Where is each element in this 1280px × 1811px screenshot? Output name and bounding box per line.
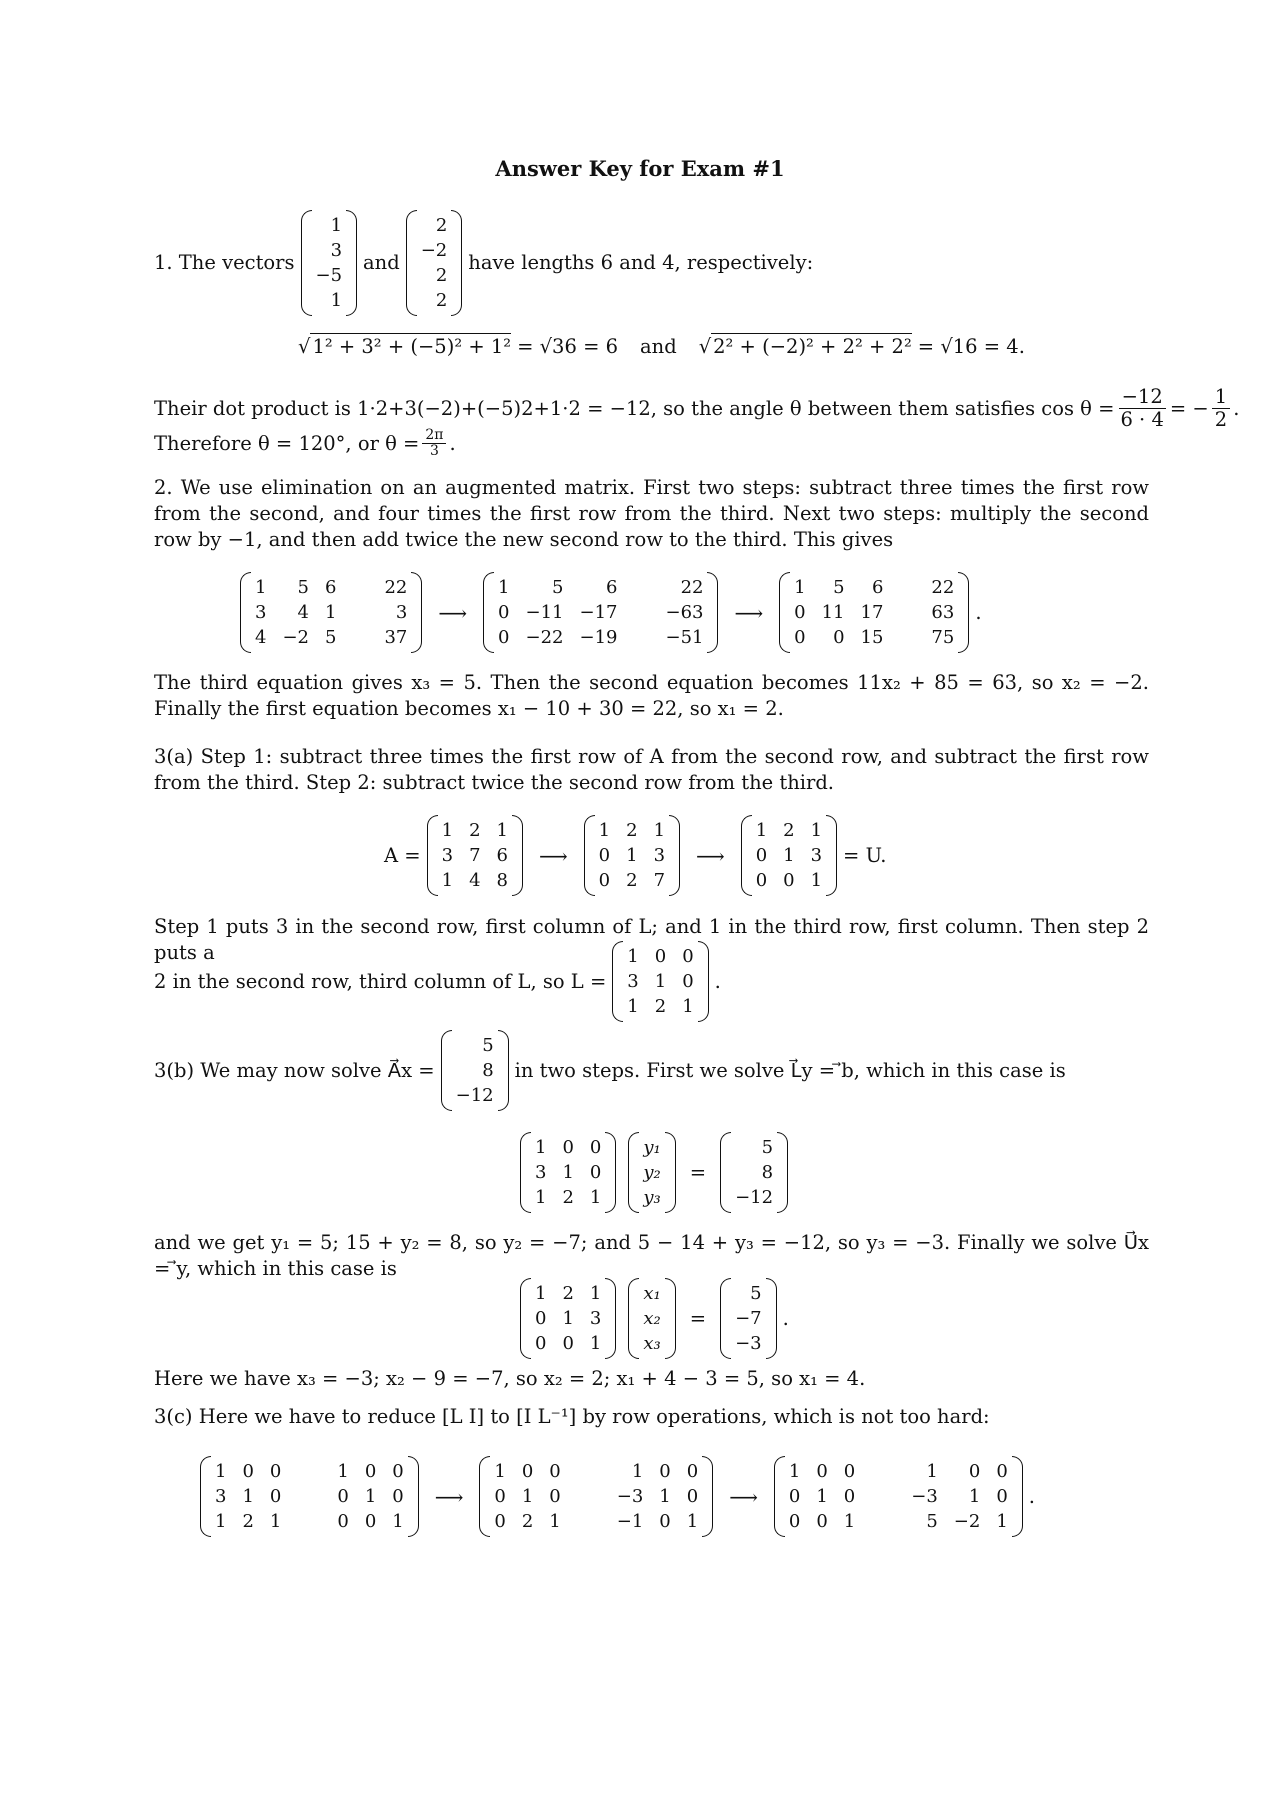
- matrix-entry: 2: [562, 1187, 574, 1208]
- cos-fraction: $\frac{-12}{6 \cdot 4}$: [1120, 385, 1164, 431]
- matrix-entry: 1: [794, 577, 806, 598]
- matrix-cells: [251, 572, 340, 653]
- matrix-entry: 5: [297, 577, 309, 598]
- matrix-entry: 1: [441, 820, 454, 841]
- matrix-entry: 1: [494, 1461, 506, 1482]
- matrix-entry: 2: [521, 1511, 534, 1532]
- matrix-entry: 1: [589, 1333, 602, 1354]
- problem-2-text: 2. We use elimination on an augmented matrix. First two steps: subtract three times the first row from the second, and four times the first row from the third. Next two steps: multiply the second row by −1, and then add twice the new second row to the third. This gives: [154, 476, 1149, 551]
- matrix-entry: 1: [330, 215, 343, 236]
- matrix-cells: [752, 815, 826, 896]
- matrix-entry: 8: [482, 1060, 494, 1081]
- matrix-entry: 1: [521, 1486, 534, 1507]
- matrix-entry: −7: [735, 1308, 762, 1329]
- problem-1-vectors-line: [154, 210, 813, 316]
- matrix-entry: 1: [627, 996, 639, 1017]
- l-matrix-text: 2 in the second row, third column of L, so L =: [154, 969, 607, 993]
- matrix-cells: [731, 1132, 777, 1213]
- matrix-entry: 0: [794, 627, 806, 648]
- matrix-entry: 5: [482, 1035, 494, 1056]
- matrix-entry: 2: [783, 820, 795, 841]
- matrix-entry: 0: [833, 627, 845, 648]
- matrix-entry: 0: [589, 1137, 602, 1158]
- sqrt-expression-2: 2² + (−2)² + 2² + 2²: [713, 335, 912, 358]
- matrix-entry: x₁: [643, 1283, 661, 1304]
- problem-3b-intro: 3(b) We may now solve A⃗x =: [154, 1058, 435, 1082]
- matrix-entry: 0: [535, 1308, 547, 1329]
- matrix-a: [427, 815, 523, 896]
- matrix-entry: 1: [627, 946, 639, 967]
- matrix-entry: 6: [606, 577, 618, 598]
- matrix-entry: 8: [496, 870, 508, 891]
- ux-equals-y: 1 2 1 0 1 3 0 0 1 x₁ x₂ x₃ = 5 −7 −3 .: [514, 1278, 789, 1359]
- matrix-cells: [417, 210, 452, 316]
- vector-rhs-2: [720, 1278, 777, 1359]
- matrix-entry: −2: [282, 627, 309, 648]
- matrix-entry: 3: [627, 971, 639, 992]
- and-word: and: [363, 251, 400, 274]
- matrix-cells: [333, 1456, 407, 1537]
- matrix-entry: −63: [665, 602, 704, 623]
- matrix-entry: 2: [654, 996, 667, 1017]
- matrix-entry: 0: [392, 1486, 404, 1507]
- matrix-cells: [494, 572, 621, 653]
- matrix-entry: 1: [535, 1137, 547, 1158]
- matrix-entry: 1: [589, 1187, 602, 1208]
- matrix-entry: x₃: [643, 1333, 661, 1354]
- ly-equals-b: 1 0 0 3 1 0 1 2 1 y₁ y₂ y₃ = 5 8 −12: [514, 1132, 794, 1213]
- matrix-entry: 0: [654, 946, 667, 967]
- matrix-entry: −1: [616, 1511, 644, 1532]
- matrix-entry: 1: [626, 845, 638, 866]
- matrix-entry: 6: [871, 577, 884, 598]
- step-explanation: Step 1 puts 3 in the second row, first column of L; and 1 in the third row, first column. Then step 2 puts a: [154, 915, 1149, 964]
- matrix-entry: 0: [783, 870, 795, 891]
- matrix-entry: 22: [931, 577, 955, 598]
- matrix-cells: [613, 1456, 702, 1537]
- matrix-entry: 4: [469, 870, 481, 891]
- matrix-entry: 7: [653, 870, 666, 891]
- matrix-cells: [380, 572, 411, 653]
- matrix-entry: −3: [616, 1486, 644, 1507]
- matrix-entry: 2: [242, 1511, 254, 1532]
- matrix-entry: 0: [755, 845, 768, 866]
- matrix-entry: 1: [810, 870, 823, 891]
- matrix-entry: 0: [968, 1461, 981, 1482]
- matrix-entry: 1: [337, 1461, 349, 1482]
- matrix-entry: 0: [816, 1511, 828, 1532]
- matrix-entry: 0: [686, 1461, 699, 1482]
- matrix-entry: 5: [926, 1511, 938, 1532]
- matrix-entry: 0: [269, 1486, 282, 1507]
- matrix-entry: 3: [441, 845, 454, 866]
- matrix-entry: 1: [682, 996, 694, 1017]
- vector-1: [301, 210, 358, 316]
- matrix-entry: 0: [816, 1461, 828, 1482]
- matrix-u-system: [520, 1278, 616, 1359]
- matrix-entry: 2: [626, 870, 638, 891]
- lengths-text: have lengths 6 and 4, respectively:: [468, 251, 814, 274]
- matrix-entry: 1: [535, 1283, 547, 1304]
- matrix-entry: 1: [549, 1511, 561, 1532]
- matrix-cells: [438, 815, 512, 896]
- matrix-entry: 0: [996, 1461, 1008, 1482]
- sqrt-expression-1: 1² + 3² + (−5)² + 1²: [312, 335, 512, 358]
- problem-3b-line: [154, 1030, 1066, 1111]
- matrix-cells: [490, 1456, 564, 1537]
- matrix-entry: 1: [535, 1187, 547, 1208]
- dot-product-line: Their dot product is 1·2+3(−2)+(−5)2+1·2 = −12, so the angle θ between them satisfies cos θ = $\frac{-12}{6 \cdot 4}$ = − $\frac{1}{2}$ .: [154, 385, 1240, 431]
- matrix-entry: 5: [833, 577, 845, 598]
- matrix-entry: −3: [911, 1486, 938, 1507]
- matrix-entry: 1: [269, 1511, 282, 1532]
- matrix-entry: 3: [535, 1162, 547, 1183]
- augmented-matrix-3: [779, 572, 969, 653]
- matrix-entry: 0: [659, 1511, 671, 1532]
- vector-y: [628, 1132, 675, 1213]
- arrow-6: ⟶: [729, 1484, 758, 1509]
- angle-fraction: $\frac{2\pi}{3}$: [422, 428, 446, 459]
- matrix-entry: 1: [215, 1511, 227, 1532]
- vector-2: [406, 210, 463, 316]
- matrix-entry: 1: [816, 1486, 828, 1507]
- matrix-cells: [531, 1278, 605, 1359]
- matrix-entry: 0: [549, 1461, 561, 1482]
- matrix-cells: [927, 572, 958, 653]
- matrix-cells: [790, 572, 887, 653]
- matrix-entry: 0: [494, 1511, 506, 1532]
- matrix-cells: [639, 1278, 664, 1359]
- arrow-5: ⟶: [434, 1484, 464, 1509]
- matrix-cells: [211, 1456, 285, 1537]
- matrix-entry: 4: [297, 602, 309, 623]
- augmented-matrix-2: [483, 572, 718, 653]
- matrix-entry: 1: [996, 1511, 1008, 1532]
- matrix-entry: 63: [931, 602, 955, 623]
- matrix-cells: [452, 1030, 498, 1111]
- arrow-1: ⟶: [438, 600, 468, 625]
- matrix-entry: 0: [755, 870, 768, 891]
- matrix-entry: y₃: [643, 1187, 661, 1208]
- matrix-entry: 0: [337, 1511, 349, 1532]
- matrix-entry: 2: [435, 290, 448, 311]
- matrix-entry: 8: [761, 1162, 774, 1183]
- augmented-li-3: [774, 1456, 1023, 1537]
- matrix-entry: 7: [469, 845, 481, 866]
- matrix-cells: [623, 941, 697, 1022]
- problem-3b-final: Here we have x₃ = −3; x₂ − 9 = −7, so x₂ = 2; x₁ + 4 − 3 = 5, so x₁ = 4.: [154, 1367, 866, 1390]
- augmented-li-1: [200, 1456, 419, 1537]
- matrix-entry: 1: [788, 1461, 801, 1482]
- page-title: Answer Key for Exam #1: [495, 156, 785, 181]
- matrix-entry: 22: [384, 577, 408, 598]
- matrix-l-system: [520, 1132, 616, 1213]
- augmented-matrix-chain: 1 5 6 3 4 1 4 −2 5 22 3 37 ⟶ 1 5 6 0 −11 −17 0 −22 −19 22 −63 −51 ⟶ 1 5 6 0 11 17 0 0 15 22 63 75 .: [234, 572, 982, 653]
- matrix-entry: −2: [420, 240, 448, 261]
- matrix-entry: 0: [589, 1162, 602, 1183]
- matrix-entry: 1: [215, 1461, 227, 1482]
- arrow-3: ⟶: [538, 843, 568, 868]
- matrix-entry: 1: [631, 1461, 644, 1482]
- matrix-entry: y₁: [643, 1137, 661, 1158]
- matrix-entry: 1: [562, 1308, 574, 1329]
- arrow-4: ⟶: [696, 843, 725, 868]
- matrix-entry: 1: [968, 1486, 981, 1507]
- matrix-entry: 0: [337, 1486, 349, 1507]
- matrix-entry: −12: [455, 1085, 494, 1106]
- matrix-a-label: A =: [384, 843, 421, 867]
- matrix-entry: 1: [325, 602, 337, 623]
- matrix-entry: 75: [931, 627, 955, 648]
- matrix-entry: 0: [392, 1461, 404, 1482]
- matrix-entry: 0: [682, 971, 694, 992]
- l-matrix-line: 2 in the second row, third column of L, so L = 1 0 0 3 1 0 1 2 1 .: [154, 941, 721, 1022]
- matrix-entry: 0: [794, 602, 806, 623]
- matrix-cells: [731, 1278, 766, 1359]
- matrix-entry: 1: [562, 1162, 574, 1183]
- arrow-2: ⟶: [734, 600, 764, 625]
- matrix-entry: 4: [255, 627, 267, 648]
- problem-3b-middle-text: and we get y₁ = 5; 15 + y₂ = 8, so y₂ = −7; and 5 − 14 + y₃ = −12, so y₃ = −3. Finally we solve U⃗x = ⃗y, which in this case is: [154, 1231, 1149, 1280]
- vector-x: [628, 1278, 675, 1359]
- length-result-2: = √16 = 4.: [917, 334, 1025, 358]
- matrix-entry: 1: [598, 820, 611, 841]
- matrix-entry: 1: [926, 1461, 938, 1482]
- matrix-entry: 1: [392, 1511, 404, 1532]
- and-word-2: and: [640, 334, 677, 358]
- matrix-u: [741, 815, 837, 896]
- matrix-entry: 0: [494, 1486, 506, 1507]
- matrix-entry: 0: [598, 870, 611, 891]
- matrix-entry: 0: [242, 1461, 254, 1482]
- matrix-entry: 5: [325, 627, 337, 648]
- matrix-cells: [531, 1132, 605, 1213]
- matrix-cells: [639, 1132, 664, 1213]
- matrix-entry: 0: [562, 1333, 574, 1354]
- length-result-1: = √36 = 6: [517, 334, 619, 358]
- matrix-entry: 0: [686, 1486, 699, 1507]
- matrix-entry: 1: [330, 290, 343, 311]
- matrix-entry: 1: [589, 1283, 602, 1304]
- matrix-entry: 0: [659, 1461, 671, 1482]
- matrix-entry: 3: [653, 845, 666, 866]
- matrix-entry: −3: [735, 1333, 762, 1354]
- matrix-entry: 3: [215, 1486, 227, 1507]
- matrix-entry: 1: [755, 820, 768, 841]
- matrix-cells: [595, 815, 669, 896]
- matrix-entry: −19: [579, 627, 618, 648]
- matrix-l: [612, 941, 708, 1022]
- therefore-text: Therefore θ = 120°, or θ =: [154, 431, 420, 455]
- matrix-entry: 37: [384, 627, 408, 648]
- matrix-entry: −11: [525, 602, 564, 623]
- matrix-entry: 0: [364, 1461, 377, 1482]
- matrix-entry: 0: [843, 1486, 856, 1507]
- matrix-entry: 3: [330, 240, 343, 261]
- matrix-entry: 2: [435, 215, 448, 236]
- matrix-entry: 15: [860, 627, 884, 648]
- matrix-entry: −12: [735, 1187, 774, 1208]
- matrix-entry: 0: [682, 946, 694, 967]
- matrix-entry: 3: [810, 845, 823, 866]
- matrix-step-1: [584, 815, 680, 896]
- matrix-entry: 0: [598, 845, 611, 866]
- matrix-entry: 0: [843, 1461, 856, 1482]
- lu-reduction-chain: [384, 815, 886, 896]
- matrix-entry: −51: [665, 627, 704, 648]
- matrix-entry: y₂: [643, 1162, 661, 1183]
- vector-b: [441, 1030, 509, 1111]
- matrix-entry: 0: [788, 1511, 801, 1532]
- length-formulas: √ 1² + 3² + (−5)² + 1² = √36 = 6 and √ 2² + (−2)² + 2² + 2² = √16 = 4.: [298, 334, 1025, 358]
- matrix-entry: 6: [496, 845, 508, 866]
- matrix-entry: 0: [498, 627, 510, 648]
- problem-2-solution: The third equation gives x₃ = 5. Then the second equation becomes 11x₂ + 85 = 63, so x₂ = −2. Finally the first equation becomes x₁ − 10 + 30 = 22, so x₁ = 2.: [154, 671, 1149, 720]
- matrix-entry: −5: [315, 265, 343, 286]
- matrix-entry: 0: [498, 602, 510, 623]
- matrix-entry: 1: [810, 820, 823, 841]
- matrix-entry: 1: [496, 820, 508, 841]
- matrix-cells: [907, 1456, 1012, 1537]
- augmented-li-2: [479, 1456, 713, 1537]
- therefore-line: Therefore θ = 120°, or θ = $\frac{2\pi}{3}$ .: [154, 427, 456, 459]
- matrix-entry: 1: [364, 1486, 377, 1507]
- matrix-entry: 0: [996, 1486, 1008, 1507]
- inverse-reduction-chain: 1 0 0 3 1 0 1 2 1 1 0 0 0 1 0 0 0 1 ⟶ 1 0 0 0 1 0 0 2 1 1 0 0 −3 1 0 −1 0 1 ⟶ 1 0 0 0 1 0 0 0 1 1 0 0 −3 1 0 5 −2 1 .: [194, 1456, 1035, 1537]
- matrix-entry: 0: [562, 1137, 574, 1158]
- matrix-entry: 0: [788, 1486, 801, 1507]
- matrix-entry: 0: [521, 1461, 534, 1482]
- matrix-entry: 5: [750, 1283, 762, 1304]
- problem-1-intro: 1. The vectors: [154, 251, 295, 274]
- matrix-entry: 1: [498, 577, 510, 598]
- matrix-entry: 2: [626, 820, 638, 841]
- matrix-entry: x₂: [643, 1308, 661, 1329]
- matrix-cells: [661, 572, 707, 653]
- matrix-entry: −17: [579, 602, 618, 623]
- matrix-entry: 1: [843, 1511, 856, 1532]
- matrix-entry: 0: [364, 1511, 377, 1532]
- matrix-entry: 2: [435, 265, 448, 286]
- matrix-u-label: = U.: [843, 843, 887, 867]
- half-fraction: $\frac{1}{2}$: [1212, 386, 1230, 431]
- matrix-entry: 1: [654, 971, 667, 992]
- matrix-entry: 3: [395, 602, 408, 623]
- matrix-entry: −22: [525, 627, 564, 648]
- matrix-entry: 17: [860, 602, 884, 623]
- matrix-entry: 6: [325, 577, 337, 598]
- problem-3c-text: 3(c) Here we have to reduce [L I] to [I L⁻¹] by row operations, which is not too hard:: [154, 1405, 990, 1428]
- matrix-entry: 1: [659, 1486, 671, 1507]
- matrix-entry: 1: [441, 870, 454, 891]
- matrix-entry: 11: [821, 602, 845, 623]
- matrix-entry: 1: [686, 1511, 699, 1532]
- matrix-cells: [312, 210, 347, 316]
- matrix-entry: −2: [953, 1511, 981, 1532]
- matrix-entry: 2: [562, 1283, 574, 1304]
- matrix-entry: 3: [255, 602, 267, 623]
- matrix-entry: 1: [653, 820, 666, 841]
- matrix-entry: 1: [783, 845, 795, 866]
- matrix-entry: 22: [680, 577, 704, 598]
- dot-product-text: Their dot product is 1·2+3(−2)+(−5)2+1·2 = −12, so the angle θ between them satisfies cos θ =: [154, 396, 1115, 420]
- augmented-matrix-1: [240, 572, 422, 653]
- matrix-entry: 1: [255, 577, 267, 598]
- matrix-entry: 5: [552, 577, 564, 598]
- matrix-entry: 0: [535, 1333, 547, 1354]
- matrix-entry: 3: [589, 1308, 602, 1329]
- matrix-entry: 0: [269, 1461, 282, 1482]
- vector-rhs-1: [720, 1132, 788, 1213]
- matrix-entry: 0: [549, 1486, 561, 1507]
- matrix-entry: 5: [761, 1137, 774, 1158]
- problem-3a-text: 3(a) Step 1: subtract three times the first row of A from the second row, and subtract the first row from the third. Step 2: subtract twice the second row from the third.: [154, 745, 1149, 794]
- problem-3b-after: in two steps. First we solve L⃗y = ⃗b, which in this case is: [514, 1058, 1066, 1082]
- matrix-cells: [785, 1456, 859, 1537]
- matrix-entry: 2: [469, 820, 481, 841]
- matrix-entry: 1: [242, 1486, 254, 1507]
